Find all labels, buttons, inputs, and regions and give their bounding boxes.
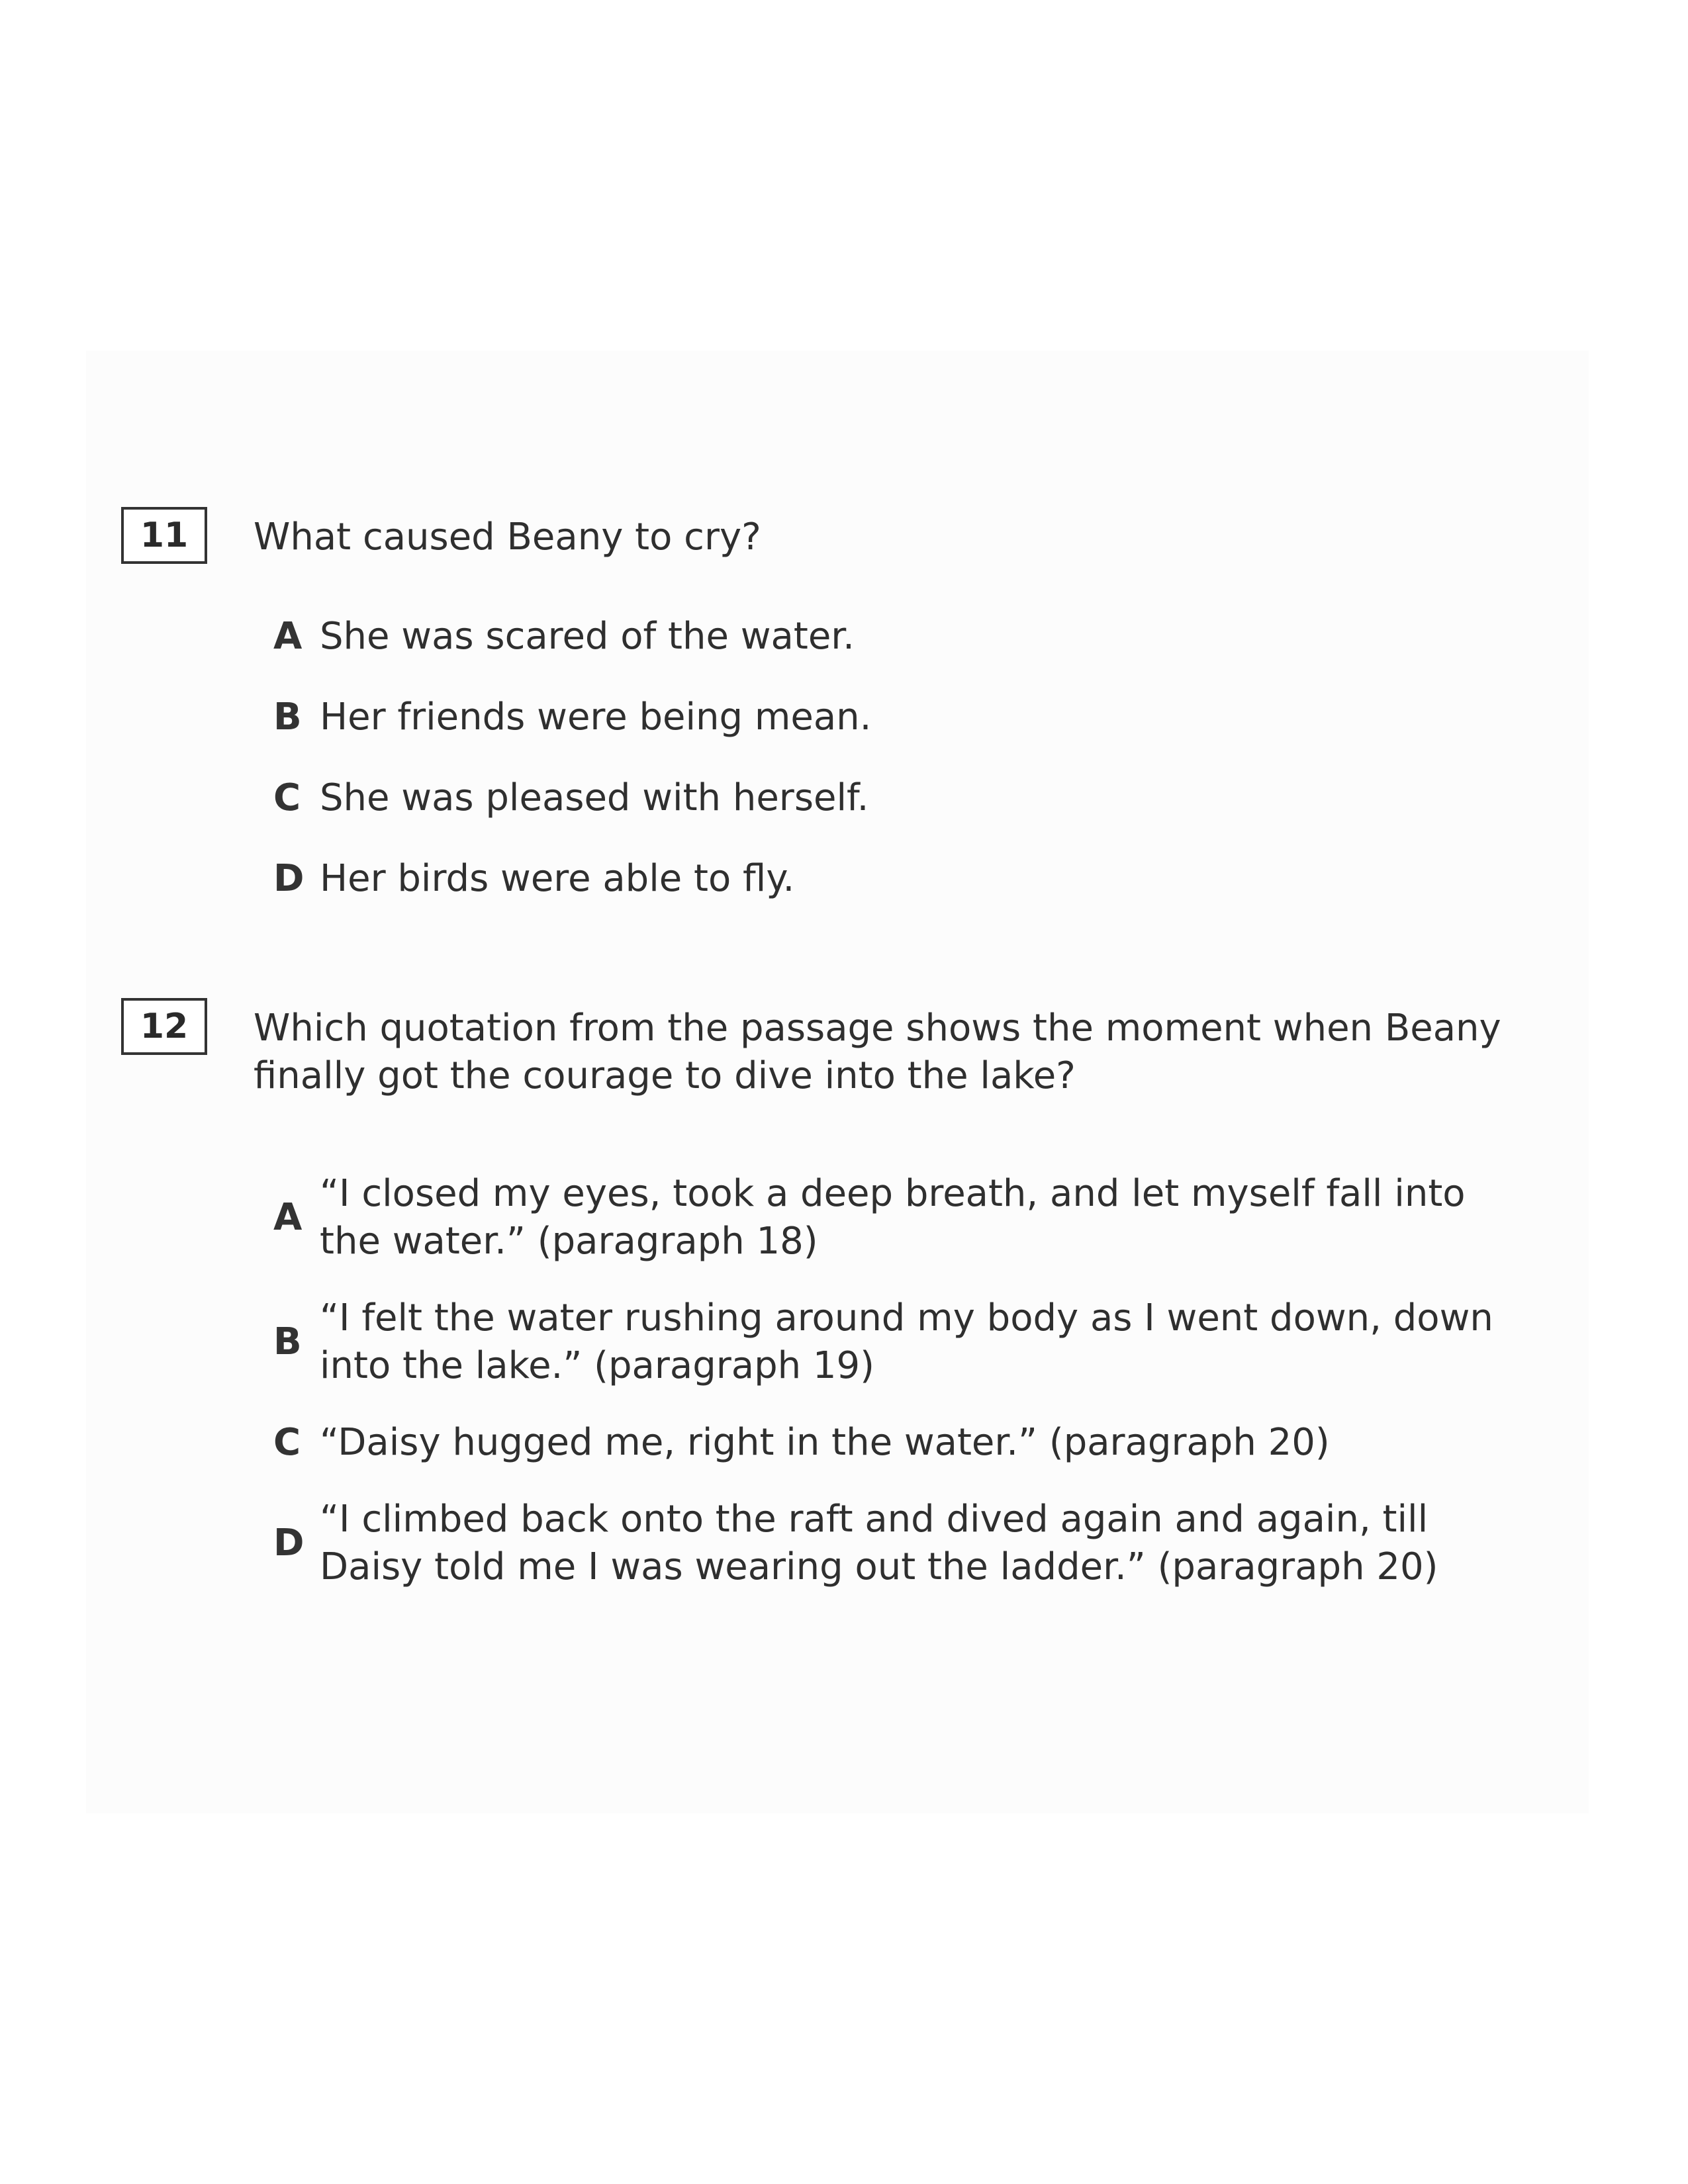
choice-letter: A — [273, 1196, 303, 1239]
answer-choice-a[interactable] — [273, 613, 1511, 660]
choice-text: She was scared of the water. — [320, 615, 855, 658]
answer-choice-d[interactable] — [273, 1496, 1511, 1591]
answer-choice-c[interactable] — [273, 1419, 1511, 1467]
choice-letter: C — [273, 1421, 301, 1464]
question-number-box: 12 — [121, 998, 207, 1055]
choice-letter: D — [273, 1522, 305, 1565]
question-stem: What caused Beany to cry? — [254, 516, 761, 559]
choice-letter: B — [273, 696, 302, 739]
choice-text: She was pleased with herself. — [320, 776, 869, 819]
answer-choice-c[interactable] — [273, 774, 1511, 822]
choice-text: Her birds were able to fly. — [320, 857, 795, 900]
question-stem: Which quotation from the passage shows the moment when Beany finally got the courage to dive into the lake? — [254, 1007, 1501, 1097]
choice-letter: A — [273, 615, 303, 658]
answer-choices — [273, 613, 1511, 936]
choice-letter: D — [273, 857, 305, 900]
choice-text: “I climbed back onto the raft and dived again and again, till Daisy told me I was wearing out the ladder.” (paragraph 20) — [320, 1498, 1438, 1588]
answer-choice-a[interactable] — [273, 1170, 1511, 1265]
choice-text: Her friends were being mean. — [320, 696, 872, 739]
answer-choice-d[interactable] — [273, 855, 1511, 903]
choice-text: “I closed my eyes, took a deep breath, and let myself fall into the water.” (paragraph 18) — [320, 1172, 1466, 1263]
choice-letter: C — [273, 776, 301, 819]
answer-choice-b[interactable] — [273, 1295, 1511, 1390]
choice-text: “I felt the water rushing around my body as I went down, down into the lake.” (paragraph 19) — [320, 1297, 1493, 1387]
choice-letter: B — [273, 1320, 302, 1363]
answer-choice-b[interactable] — [273, 694, 1511, 741]
choice-text: “Daisy hugged me, right in the water.” (paragraph 20) — [320, 1421, 1330, 1464]
answer-choices — [273, 1170, 1511, 1620]
question-number-box: 11 — [121, 507, 207, 564]
